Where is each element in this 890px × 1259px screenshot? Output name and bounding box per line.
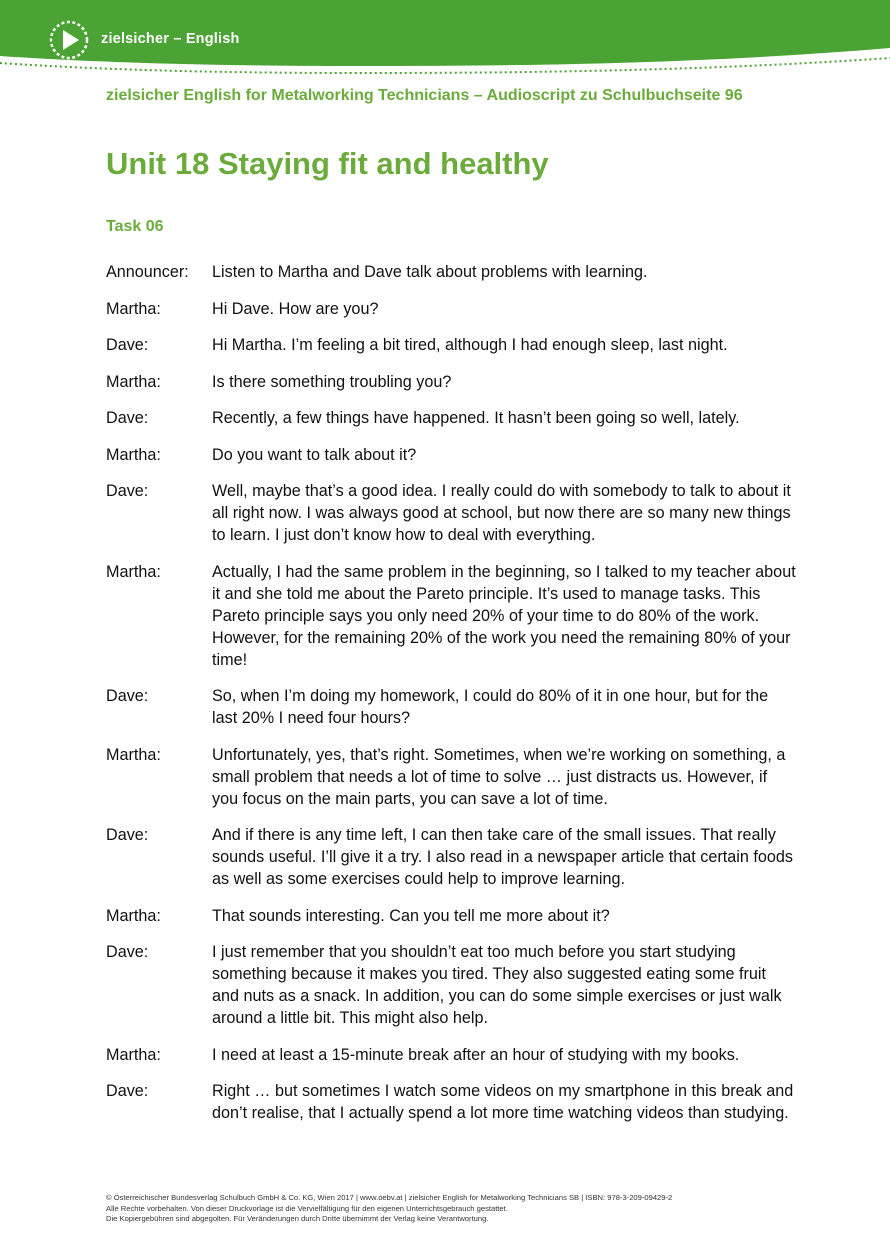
dialogue-line bbox=[106, 444, 796, 466]
speech-text: So, when I’m doing my homework, I could do 80% of it in one hour, but for the last 20% I need four hours? bbox=[212, 687, 769, 727]
speech-text: I need at least a 15-minute break after an hour of studying with my books. bbox=[212, 1045, 740, 1064]
dialogue-line bbox=[106, 407, 796, 429]
logo-text: zielsicher – English bbox=[101, 31, 240, 47]
speech-text: Unfortunately, yes, that’s right. Sometimes, when we’re working on something, a small problem that needs a lot of time to solve … just distracts us. However, if you focus on the main parts, you can save a lot of time. bbox=[212, 745, 786, 808]
dialogue-line bbox=[106, 744, 796, 810]
speaker-name: Dave: bbox=[106, 409, 149, 427]
speaker-name: Dave: bbox=[106, 1082, 149, 1100]
speaker-name: Martha: bbox=[106, 372, 161, 391]
speech-text: Right … but sometimes I watch some videos on my smartphone in this break and don’t realise, that I actually spend a lot more time watching videos than studying. bbox=[212, 1082, 794, 1122]
dialogue-line bbox=[106, 261, 796, 283]
dialogue-line bbox=[106, 1044, 796, 1066]
footer-line: Alle Rechte vorbehalten. Von dieser Druckvorlage ist die Vervielfältigung für den eigenen Unterrichtsgebrauch gestattet. bbox=[106, 1203, 508, 1213]
footer-line: © Österreichischer Bundesverlag Schulbuch GmbH & Co. KG, Wien 2017 | www.oebv.at | zielsicher English for Metalworking Technicians SB | ISBN: 978-3-209-09429-2 bbox=[106, 1193, 673, 1202]
speaker-name: Dave: bbox=[106, 687, 149, 705]
speech-text: And if there is any time left, I can then take care of the small issues. That really sounds useful. I’ll give it a try. I also read in a newspaper article that certain foods as well as some exercises could help to improve learning. bbox=[212, 826, 793, 888]
speech-text: Hi Dave. How are you? bbox=[212, 299, 379, 318]
speech-text: Well, maybe that’s a good idea. I really could do with somebody to talk to about it all right now. I was always good at school, but now there are so many new things to learn. I just don’t know how to deal with everything. bbox=[212, 482, 791, 544]
task-label: Task 06 bbox=[106, 218, 164, 235]
speaker-name: Dave: bbox=[106, 336, 149, 354]
dialogue-line bbox=[106, 561, 796, 671]
speaker-name: Martha: bbox=[106, 299, 161, 318]
speaker-name: Announcer: bbox=[106, 263, 189, 281]
speech-text: That sounds interesting. Can you tell me more about it? bbox=[212, 906, 610, 925]
dialogue-line bbox=[106, 298, 796, 320]
dialogue-line bbox=[106, 685, 796, 729]
speech-text: Hi Martha. I’m feeling a bit tired, although I had enough sleep, last night. bbox=[212, 336, 728, 354]
dialogue-transcript bbox=[106, 261, 796, 1139]
speaker-name: Dave: bbox=[106, 943, 149, 961]
dialogue-line bbox=[106, 480, 796, 546]
speech-text: Do you want to talk about it? bbox=[212, 445, 417, 464]
speaker-name: Martha: bbox=[106, 562, 161, 581]
speech-text: Listen to Martha and Dave talk about problems with learning. bbox=[212, 263, 648, 281]
speaker-name: Martha: bbox=[106, 745, 161, 764]
speaker-name: Martha: bbox=[106, 445, 161, 464]
dialogue-line bbox=[106, 824, 796, 890]
dialogue-line bbox=[106, 905, 796, 927]
speaker-name: Martha: bbox=[106, 906, 161, 925]
speech-text: Actually, I had the same problem in the beginning, so I talked to my teacher about it and she told me about the Pareto principle. It’s used to manage tasks. This Pareto principle says you only need 20% of your time to do 80% of the work. However, for the remaining 20% of the work you need the remaining 80% of your time! bbox=[212, 562, 796, 669]
speech-text: I just remember that you shouldn’t eat too much before you start studying something because it makes you tired. They also suggested eating some fruit and nuts as a snack. In addition, you can do some simple exercises or just walk around a little bit. This might also help. bbox=[212, 943, 782, 1027]
speaker-name: Martha: bbox=[106, 1045, 161, 1064]
speaker-name: Dave: bbox=[106, 826, 149, 844]
unit-title: Unit 18 Staying fit and healthy bbox=[106, 146, 549, 181]
dialogue-line bbox=[106, 1080, 796, 1124]
speech-text: Recently, a few things have happened. It hasn’t been going so well, lately. bbox=[212, 409, 740, 427]
dialogue-line bbox=[106, 371, 796, 393]
document-subtitle: zielsicher English for Metalworking Technicians – Audioscript zu Schulbuchseite 96 bbox=[106, 87, 743, 104]
speech-text: Is there something troubling you? bbox=[212, 372, 452, 391]
dialogue-line bbox=[106, 941, 796, 1029]
dialogue-line bbox=[106, 334, 796, 356]
footer-line: Die Kopiergebühren sind abgegolten. Für Veränderungen durch Dritte übernimmt der Verlag keine Verantwortung. bbox=[106, 1214, 489, 1223]
speaker-name: Dave: bbox=[106, 482, 149, 500]
copyright-footer bbox=[106, 1193, 806, 1225]
